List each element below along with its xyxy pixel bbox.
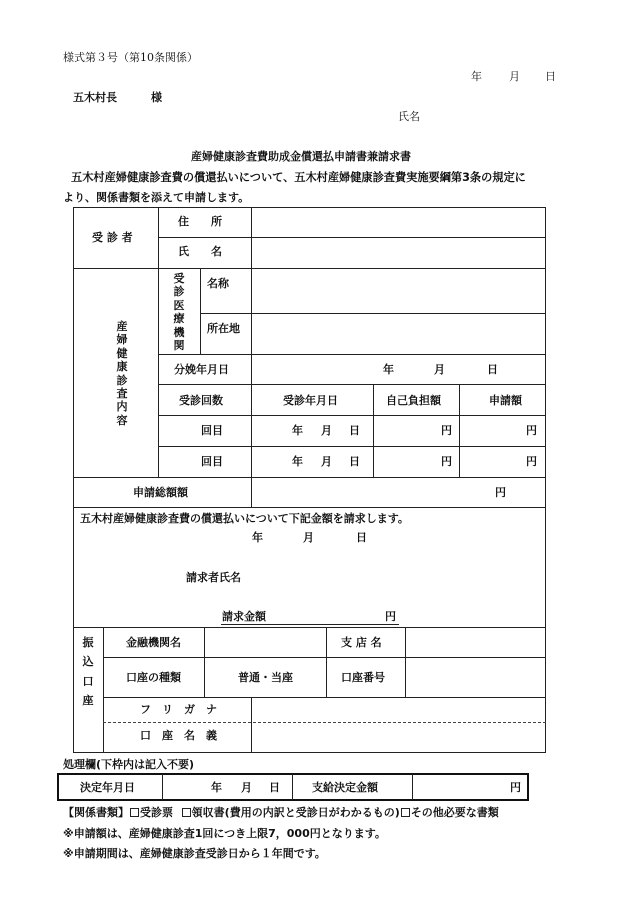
institution-address-label: 所在地: [207, 322, 240, 335]
row2-apply: 円: [526, 455, 537, 468]
header-date-month: 月: [509, 70, 520, 83]
decision-date-year: 年: [211, 781, 222, 794]
form-number: 様式第３号（第10条関係）: [63, 51, 198, 64]
row2-day: 日: [349, 455, 360, 468]
row2-year: 年: [292, 455, 303, 468]
bank-label: 金融機関名: [126, 636, 181, 649]
note-period: ※申請期間は、産婦健康診査受診日から１年間です。: [63, 847, 326, 860]
institution-address-field[interactable]: [252, 314, 545, 354]
claim-date-year: 年: [252, 531, 263, 544]
claim-date-month: 月: [303, 531, 314, 544]
furigana-field[interactable]: [252, 698, 545, 722]
delivery-date-label: 分娩年月日: [174, 363, 229, 376]
decision-date-day: 日: [269, 781, 280, 794]
row1-apply: 円: [526, 424, 537, 437]
col-apply: 申請額: [489, 394, 522, 407]
delivery-date-year: 年: [383, 363, 394, 376]
decision-date-month: 月: [241, 781, 252, 794]
processing-caption: 処理欄(下枠内は記入不要): [63, 758, 195, 771]
account-number-label: 口座番号: [341, 671, 385, 684]
examinee-name-field[interactable]: [252, 238, 545, 268]
note-limit: ※申請額は、産婦健康診査1回につき上限7，000円となります。: [63, 827, 386, 840]
row2-times: 回目: [201, 455, 223, 468]
total-unit: 円: [495, 486, 506, 499]
claim-date-day: 日: [356, 531, 367, 544]
bank-field[interactable]: [205, 628, 326, 657]
documents-list: [63, 807, 499, 818]
intro-line1: 五木村産婦健康診査費の償還払いについて、五木村産婦健康診査費実施要綱第3条の規定に: [71, 171, 526, 184]
applicant-name-label: 氏名: [398, 110, 420, 123]
total-label: 申請総額額: [133, 486, 188, 499]
row1-self-pay: 円: [441, 424, 452, 437]
examinee-name-label: 氏 名: [178, 245, 222, 258]
row1-times: 回目: [201, 424, 223, 437]
account-type-value: 普通・当座: [238, 671, 293, 684]
institution-name-field[interactable]: [252, 269, 545, 313]
branch-label: 支 店 名: [341, 636, 382, 649]
account-type-label: 口座の種類: [126, 671, 181, 684]
col-self-pay: 自己負担額: [386, 394, 441, 407]
examinee-label: 受 診 者: [92, 231, 133, 244]
row1-year: 年: [292, 424, 303, 437]
examinee-address-field[interactable]: [252, 208, 545, 237]
row1-day: 日: [349, 424, 360, 437]
col-exam-date: 受診年月日: [283, 394, 338, 407]
claim-amount-label: 請求金額: [222, 610, 266, 623]
row1-month: 月: [321, 424, 332, 437]
checkbox-other[interactable]: [401, 808, 410, 817]
recipient: 五木村長: [73, 91, 117, 104]
claim-amount-underline: [221, 624, 399, 625]
branch-field[interactable]: [406, 628, 545, 657]
institution-label: 受診医療機関: [173, 272, 185, 353]
claim-statement: 五木村産婦健康診査費の償還払いについて下記金額を請求します。: [80, 512, 409, 525]
form-title: 産婦健康診査費助成金償還払申請書兼請求書: [191, 150, 411, 163]
holder-field[interactable]: [252, 723, 545, 752]
transfer-label: 振込口座: [82, 636, 94, 707]
delivery-date-month: 月: [434, 363, 445, 376]
claim-amount-unit: 円: [385, 610, 396, 623]
header-date-day: 日: [545, 70, 556, 83]
intro-line2: より、関係書類を添えて申請します。: [63, 191, 250, 204]
header-date-year: 年: [471, 70, 482, 83]
delivery-date-day: 日: [487, 363, 498, 376]
documents-item3: その他必要な書類: [410, 806, 499, 819]
holder-label: 口 座 名 義: [140, 729, 217, 742]
checkbox-receipt-slip[interactable]: [130, 808, 139, 817]
decision-amount-unit: 円: [510, 781, 521, 794]
decision-date-label: 決定年月日: [80, 781, 135, 794]
documents-item1: 受診票: [140, 806, 173, 819]
decision-amount-label: 支給決定金額: [312, 781, 378, 794]
account-number-field[interactable]: [406, 658, 545, 697]
furigana-label: フ リ ガ ナ: [140, 703, 217, 716]
row2-month: 月: [321, 455, 332, 468]
recipient-honorific: 様: [151, 91, 162, 104]
exam-contents-label: 産婦健康診査内容: [116, 320, 128, 427]
claimant-name-label: 請求者氏名: [186, 571, 241, 584]
row2-self-pay: 円: [441, 455, 452, 468]
documents-prefix: 【関係書類】: [63, 806, 129, 819]
examinee-address-label: 住 所: [178, 215, 222, 228]
col-times: 受診回数: [179, 394, 223, 407]
institution-name-label: 名称: [207, 277, 229, 290]
documents-item2: 領収書(費用の内訳と受診日がわかるもの): [191, 806, 400, 819]
checkbox-receipt[interactable]: [182, 808, 191, 817]
